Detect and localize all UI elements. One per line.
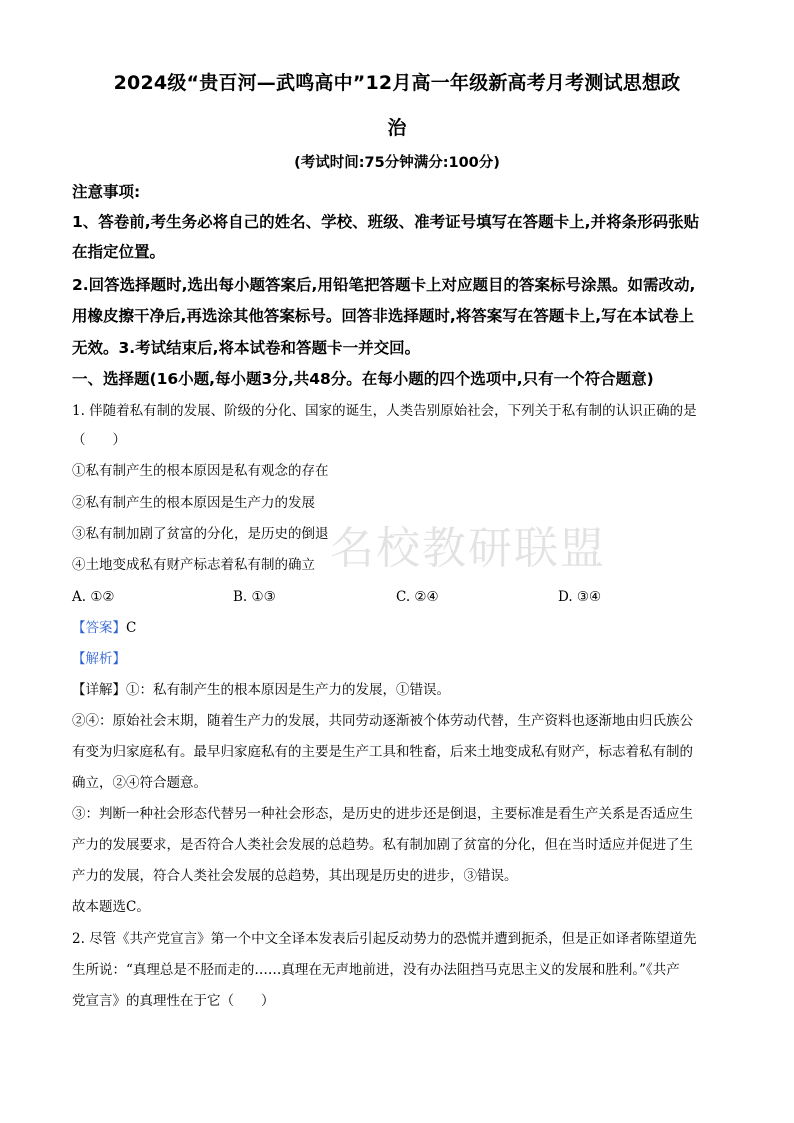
section-heading: 一、选择题(16小题,每小题3分,共48分。在每小题的四个选项中,只有一个符合题意) bbox=[72, 370, 654, 388]
option-a: A. ①② bbox=[72, 589, 115, 605]
notice-line: 无效。3.考试结束后,将本试卷和答题卡一并交回。 bbox=[72, 339, 421, 357]
exam-title-line-2: 治 bbox=[387, 117, 407, 139]
answer-value: C bbox=[126, 620, 137, 636]
question-2-stem: 生所说：“真理总是不胫而走的……真理在无声地前进，没有办法阻挡马克思主义的发展和胜利。”《共产 bbox=[72, 962, 680, 978]
detail-line: 【详解】①：私有制产生的根本原因是生产力的发展，①错误。 bbox=[72, 682, 450, 698]
option-b: B. ①③ bbox=[233, 589, 276, 605]
detail-line: 产力的发展要求，是否符合人类社会发展的总趋势。私有制加剧了贫富的分化，但在当时适应并促进了生 bbox=[72, 837, 693, 853]
detail-line: 故本题选C。 bbox=[72, 899, 150, 915]
question-1-item: ③私有制加剧了贫富的分化，是历史的倒退 bbox=[72, 526, 329, 542]
notice-heading: 注意事项: bbox=[72, 183, 141, 201]
notice-line: 在指定位置。 bbox=[72, 243, 166, 261]
detail-line: 有变为归家庭私有。最早归家庭私有的主要是生产工具和牲畜，后来土地变成私有财产，标志着私有制的 bbox=[72, 744, 693, 760]
analysis-label: 【解析】 bbox=[72, 651, 126, 667]
notice-line: 2.回答选择题时,选出每小题答案后,用铅笔把答题卡上对应题目的答案标号涂黑。如需改动, bbox=[72, 276, 696, 294]
question-1-stem-bracket: （ ） bbox=[72, 432, 126, 448]
answer-line bbox=[72, 618, 732, 638]
notice-line: 用橡皮擦干净后,再选涂其他答案标号。回答非选择题时,将答案写在答题卡上,写在本试卷上 bbox=[72, 307, 695, 325]
question-2-stem: 2. 尽管《共产党宣言》第一个中文全译本发表后引起反动势力的恐慌并遭到扼杀，但是正如译者陈望道先 bbox=[72, 931, 697, 947]
watermark: 名校教研联盟 bbox=[330, 523, 606, 574]
detail-line: ③：判断一种社会形态代替另一种社会形态，是历史的进步还是倒退，主要标准是看生产关系是否适应生 bbox=[72, 806, 693, 822]
exam-title-line-1: 2024级“贵百河—武鸣高中”12月高一年级新高考月考测试思想政 bbox=[113, 72, 681, 94]
answer-label: 【答案】 bbox=[72, 620, 126, 636]
question-1-item: ①私有制产生的根本原因是私有观念的存在 bbox=[72, 463, 329, 479]
option-d: D. ③④ bbox=[558, 589, 602, 605]
question-2-stem: 党宣言》的真理性在于它（ ） bbox=[72, 993, 275, 1009]
option-c: C. ②④ bbox=[396, 589, 439, 605]
question-1-item: ②私有制产生的根本原因是生产力的发展 bbox=[72, 495, 315, 511]
detail-line: 产力的发展，符合人类社会发展的总趋势，其出现是历史的进步，③错误。 bbox=[72, 868, 518, 884]
question-1-stem: 1. 伴随着私有制的发展、阶级的分化、国家的诞生，人类告别原始社会，下列关于私有制的认识正确的是 bbox=[72, 403, 697, 419]
detail-line: 确立，②④符合题意。 bbox=[72, 775, 207, 791]
exam-subtitle: (考试时间:75分钟满分:100分) bbox=[294, 155, 500, 171]
question-1-item: ④土地变成私有财产标志着私有制的确立 bbox=[72, 557, 315, 573]
notice-line: 1、答卷前,考生务必将自己的姓名、学校、班级、准考证号填写在答题卡上,并将条形码张贴 bbox=[72, 213, 700, 231]
detail-line: ②④：原始社会末期，随着生产力的发展，共同劳动逐渐被个体劳动代替，生产资料也逐渐地由归氏族公 bbox=[72, 713, 693, 729]
